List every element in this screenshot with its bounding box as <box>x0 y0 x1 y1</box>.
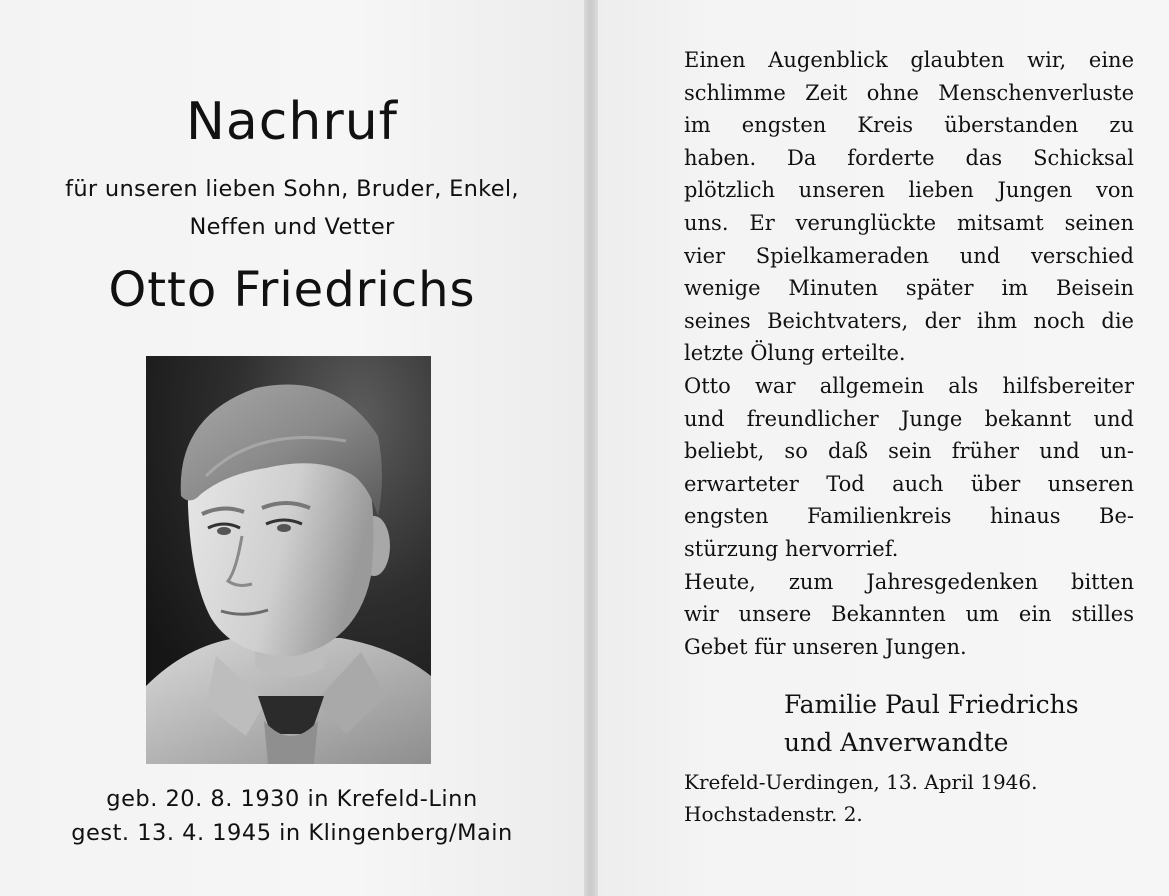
street: Hochstadenstr. 2. <box>684 802 863 826</box>
signature-line: Familie Paul Friedrichs <box>784 690 1079 719</box>
text-line: vier Spielkameraden und verschied <box>684 243 1134 268</box>
text-line: beliebt, so daß sein früher und un- <box>684 439 1134 464</box>
text-line: Einen Augenblick glaubten wir, eine <box>684 48 1134 72</box>
text-line: schlimme Zeit ohne Menschenverluste <box>684 80 1134 105</box>
signature-line: und Anverwandte <box>784 728 1009 757</box>
text-line: Gebet für unseren Jungen. <box>684 634 967 659</box>
portrait-photo <box>146 356 431 764</box>
left-page <box>0 0 584 896</box>
text-line: engsten Familienkreis hinaus Be- <box>684 504 1134 529</box>
text-line: und freundlicher Junge bekannt und <box>684 406 1134 431</box>
place-date: Krefeld-Uerdingen, 13. April 1946. <box>684 770 1038 794</box>
text-line: stürzung hervorrief. <box>684 536 899 561</box>
text-line: letzte Ölung erteilte. <box>684 341 906 366</box>
death-date: gest. 13. 4. 1945 in Klingenberg/Main <box>71 820 513 846</box>
text-line: seines Beichtvaters, der ihm noch die <box>684 308 1134 333</box>
life-dates <box>0 782 584 850</box>
text-line: plötzlich unseren lieben Jungen von <box>684 178 1134 203</box>
dedication <box>0 170 584 246</box>
text-line: Otto war allgemein als hilfsbereiter <box>684 373 1134 398</box>
deceased-name: Otto Friedrichs <box>108 262 476 318</box>
text-line: im engsten Kreis überstanden zu <box>684 113 1134 138</box>
address <box>684 766 1144 830</box>
text-line: erwarteter Tod auch über unseren <box>684 471 1134 496</box>
heading: Nachruf <box>186 92 398 152</box>
dedication-line: für unseren lieben Sohn, Bruder, Enkel, <box>65 176 519 202</box>
paragraph-3 <box>684 566 1134 664</box>
portrait-illustration <box>146 356 431 764</box>
text-line: wir unsere Bekannten um ein stilles <box>684 602 1134 627</box>
dedication-line: Neffen und Vetter <box>189 214 395 240</box>
text-line: Heute, zum Jahresgedenken bitten <box>684 569 1134 594</box>
signature <box>784 686 1144 762</box>
birth-date: geb. 20. 8. 1930 in Krefeld-Linn <box>106 786 478 812</box>
text-line: uns. Er verunglückte mitsamt seinen <box>684 210 1134 235</box>
card-fold <box>584 0 598 896</box>
text-line: wenige Minuten später im Beisein <box>684 276 1134 301</box>
paragraph-1 <box>684 44 1134 370</box>
paragraph-2 <box>684 370 1134 566</box>
obituary-text <box>684 44 1134 663</box>
text-line: haben. Da forderte das Schicksal <box>684 145 1134 170</box>
